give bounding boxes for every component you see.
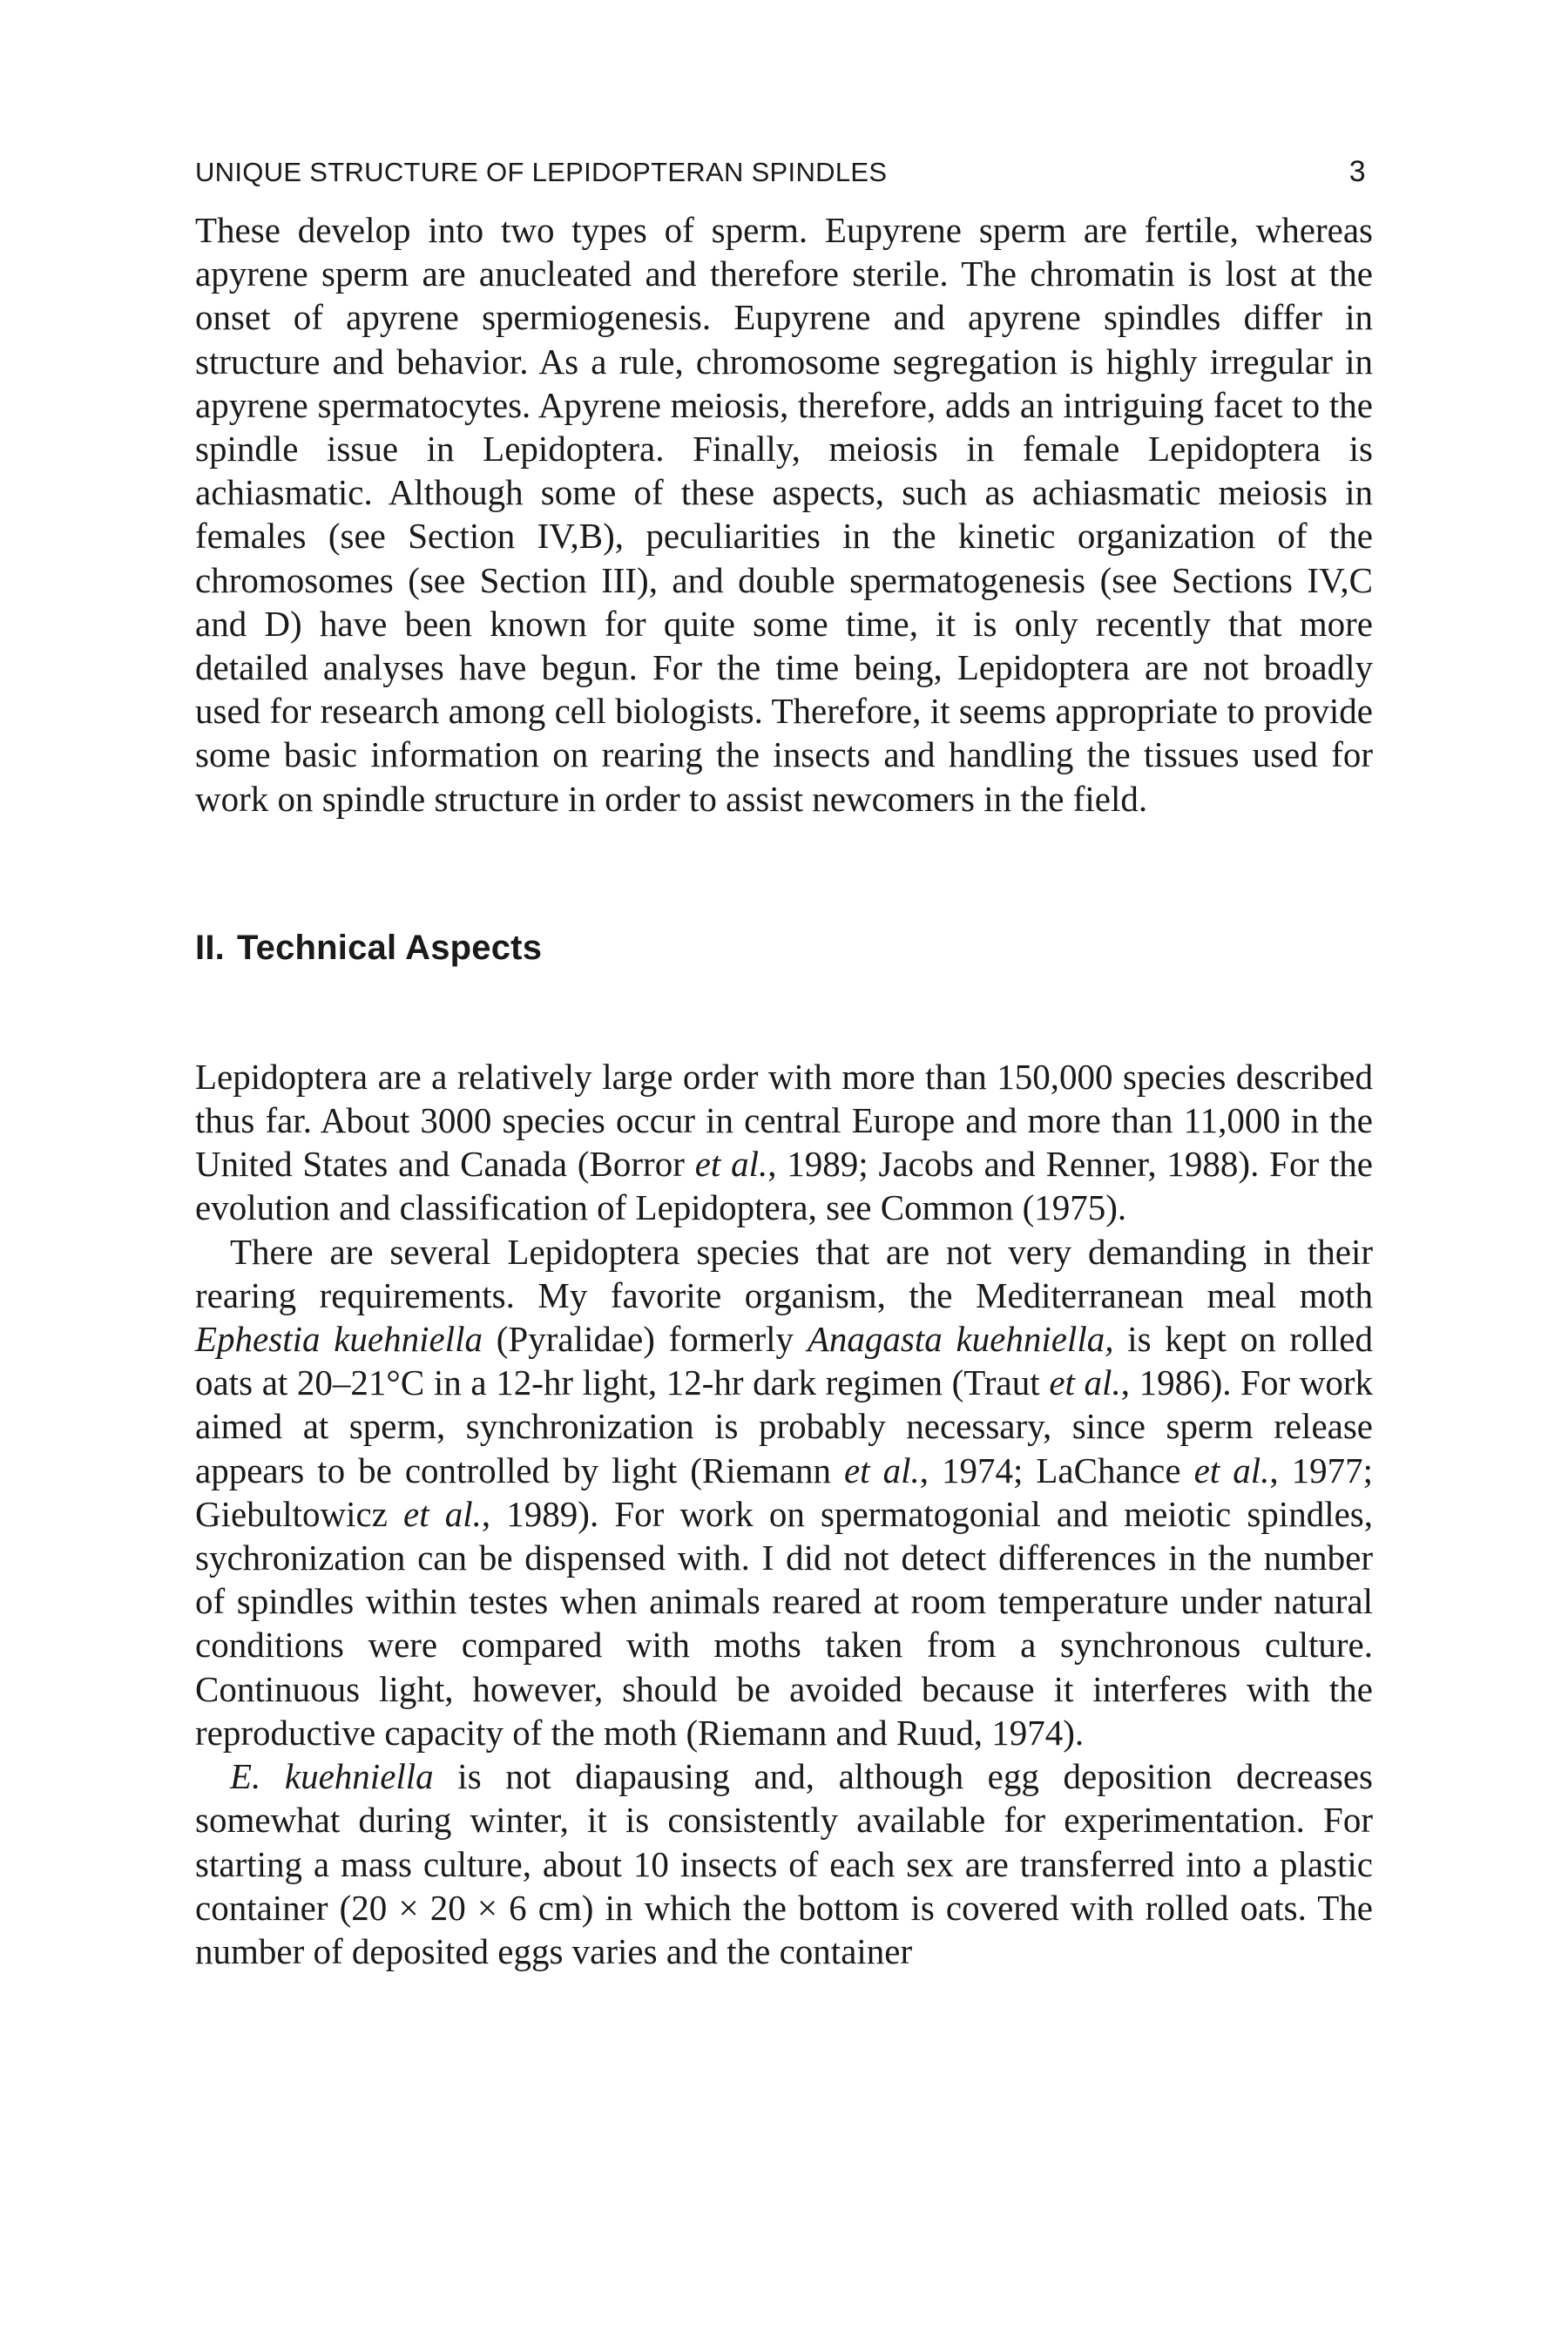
intro-paragraph: These develop into two types of sperm. Eupyrene sperm are fertile, whereas apyrene sperm are anucleated and therefore sterile. The chromatin is lost at the onset of apyrene spermiogenesis. Eupyrene and apyrene spindles differ in structure and behavior. As a rule, chromosome segregation is highly irregular in apyrene spermatocytes. Apyrene meiosis, therefore, adds an intriguing facet to the spindle issue in Lepidoptera. Finally, meiosis in female Lepidoptera is achiasmatic. Although some of these aspects, such as achiasmatic meiosis in females (see Section IV,B), peculiarities in the kinetic organization of the chromosomes (see Section III), and double spermatogenesis (see Sections IV,C and D) have been known for quite some time, it is only recently that more detailed analyses have begun. For the time being, Lepidoptera are not broadly used for research among cell biologists. Therefore, it seems appropriate to provide some basic information on rearing the insects and handling the tissues used for work on spindle structure in order to assist newcomers in the field. — [195, 210, 1373, 819]
paragraph-rearing-requirements: There are several Lepidoptera species that are not very demanding in their rearing requirements. My favorite organism, the Mediterranean meal moth Ephestia kuehniella (Pyralidae) formerly Anagasta kuehniella, is kept on rolled oats at 20–21°C in a 12-hr light, 12-hr dark regimen (Traut et al., 1986). For work aimed at sperm, synchronization is probably necessary, since sperm release appears to be controlled by light (Riemann et al., 1974; LaChance et al., 1977; Giebultowicz et al., 1989). For work on spermatogonial and meiotic spindles, sychronization can be dispensed with. I did not detect differences in the number of spindles within testes when animals reared at room temperature under natural conditions were compared with moths taken from a synchronous culture. Continuous light, however, should be avoided because it interferes with the reproductive capacity of the moth (Riemann and Ruud, 1974). — [195, 1231, 1374, 1753]
citation-et-al: et al. — [1193, 1450, 1270, 1490]
page-number: 3 — [1348, 155, 1366, 188]
section-number: II. — [195, 928, 225, 967]
section-heading — [195, 929, 1373, 968]
running-header — [195, 155, 1373, 189]
running-title: UNIQUE STRUCTURE OF LEPIDOPTERAN SPINDLES — [195, 157, 888, 187]
paragraph-lepidoptera-species: Lepidoptera are a relatively large order with more than 150,000 species described thus far. About 3000 species occur in central Europe and more than 11,000 in the United States and Canada (Borror et al., 1989; Jacobs and Renner, 1988). For the evolution and classification of Lepidoptera, see Common (1975). — [195, 1056, 1374, 1228]
paragraph-mass-culture: E. kuehniella is not diapausing and, although egg deposition decreases somewhat during winter, it is consistently available for experimentation. For starting a mass culture, about 10 insects of each sex are transferred into a plastic container (20 × 20 × 6 cm) in which the bottom is covered with rolled oats. The number of deposited eggs varies and the container — [195, 1756, 1373, 1971]
citation-et-al: et al. — [403, 1493, 482, 1534]
citation-et-al: et al. — [1049, 1362, 1121, 1403]
species-name: E. kuehniella — [230, 1756, 434, 1797]
citation-et-al: et al. — [843, 1450, 920, 1490]
citation-et-al: et al. — [694, 1144, 768, 1185]
section-title: Technical Aspects — [236, 928, 543, 967]
document-page — [195, 155, 1373, 1973]
species-name: Ephestia kuehniella — [195, 1319, 483, 1360]
species-name: Anagasta kuehniella, — [807, 1319, 1114, 1360]
